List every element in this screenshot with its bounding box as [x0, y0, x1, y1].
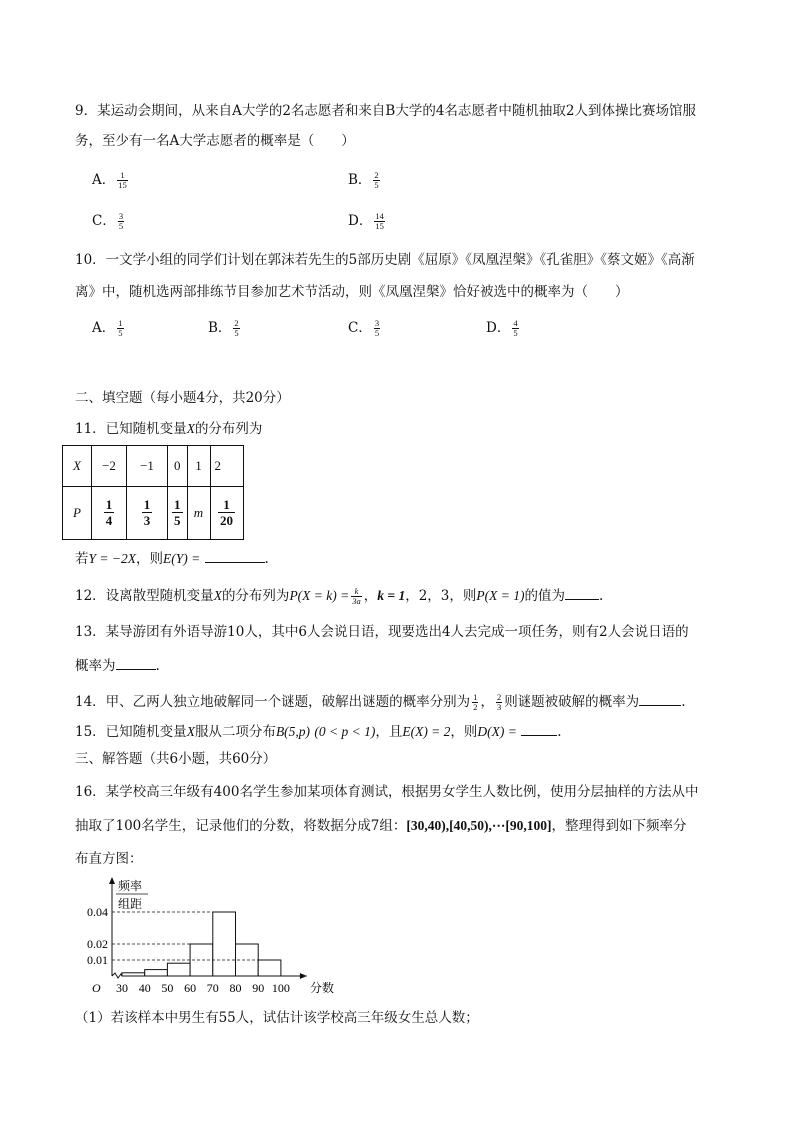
option-label: A． — [92, 320, 116, 336]
histogram-bar — [258, 960, 281, 976]
histogram-bar — [122, 973, 145, 976]
table-cell: $\frac{1}{5}$ — [168, 487, 188, 540]
q13-line1: 13．某导游团有外语导游10人，其中6人会说日语，现要选出4人去完成一项任务，则有2人会说日语的 — [75, 624, 689, 640]
q15-line: 15．已知随机变量X服从二项分布B(5,p) (0 < p < 1)，且E(X) = 2，则D(X) = . — [75, 724, 562, 740]
fraction: $\frac{1}{2}$ — [473, 692, 478, 712]
q10-option-c[interactable] — [348, 319, 382, 338]
x-tick-label: 60 — [184, 981, 197, 995]
q10-line1: 10．一文学小组的同学们计划在郭沫若先生的5部历史剧《屈原》《凤凰涅槃》《孔雀胆》《蔡文姬》《高渐 — [75, 252, 695, 268]
option-label: B． — [348, 172, 372, 188]
table-cell: m — [187, 487, 210, 540]
q9-option-a[interactable] — [92, 171, 130, 190]
x-tick-label: 70 — [206, 981, 219, 995]
q10-option-d[interactable] — [486, 319, 521, 338]
x-tick-label: 90 — [252, 981, 265, 995]
option-label: D． — [486, 320, 511, 336]
table-cell: −1 — [127, 446, 168, 487]
option-fraction: $\frac{2}{5}$ — [374, 170, 379, 190]
q10-option-a[interactable] — [92, 319, 126, 338]
option-fraction: $\frac{1}{5}$ — [118, 318, 123, 338]
x-tick-label: 30 — [116, 981, 128, 995]
option-label: B． — [208, 320, 232, 336]
option-label: C． — [92, 213, 116, 229]
x-tick-label: 50 — [161, 981, 174, 995]
q10-line2: 离》中，随机选两部排练节目参加艺术节活动，则《凤凰涅槃》恰好被选中的概率为（ ） — [75, 284, 629, 300]
answer-blank[interactable] — [205, 549, 265, 563]
option-label: A． — [92, 172, 116, 188]
table-cell: 1 — [187, 446, 210, 487]
histogram-bar — [167, 963, 190, 976]
histogram-bar — [213, 912, 236, 976]
fraction: $\frac{k}{3a}$ — [352, 586, 361, 606]
q16-line1: 16．某学校高三年级有400名学生参加某项体育测试，根据男女学生人数比例，使用分层抽样的方法从中 — [75, 784, 699, 800]
table-cell: 0 — [168, 446, 188, 487]
table-cell: 2 — [210, 446, 243, 487]
table-cell: $\frac{1}{4}$ — [92, 487, 127, 540]
q9-option-c[interactable] — [92, 212, 126, 231]
option-fraction: $\frac{4}{5}$ — [513, 318, 518, 338]
option-fraction: $\frac{3}{5}$ — [374, 318, 380, 338]
section-heading-solutions: 三、解答题（共6小题，共60分） — [75, 751, 277, 767]
x-tick-label: 100 — [271, 981, 290, 995]
fraction: $\frac{2}{3}$ — [496, 692, 502, 712]
y-axis-arrow — [109, 877, 115, 884]
x-tick-label: 80 — [229, 981, 242, 995]
q9-option-d[interactable] — [348, 212, 387, 231]
x-axis-label: 分数 — [310, 981, 335, 995]
distribution-table — [62, 445, 244, 540]
q11-intro: 11．已知随机变量X的分布列为 — [75, 421, 263, 437]
q9-line2: 务，至少有一名A大学志愿者的概率是（ ） — [75, 133, 355, 149]
q16-line3: 布直方图： — [75, 851, 143, 867]
y-tick-label: 0.04 — [87, 905, 108, 919]
axis-break — [112, 973, 122, 978]
table-cell: $\frac{1}{20}$ — [210, 487, 243, 540]
answer-blank[interactable] — [521, 722, 557, 736]
q16-line2: 抽取了100名学生，记录他们的分数，将数据分成7组：[30,40),[40,50),⋯[90,100]，整理得到如下频率分 — [75, 818, 687, 834]
answer-blank[interactable] — [639, 692, 681, 706]
option-label: D． — [348, 213, 373, 229]
q11-question: 若Y = −2X，则E(Y) = . — [75, 551, 269, 567]
answer-blank[interactable] — [116, 656, 156, 670]
histogram-bar — [145, 970, 168, 976]
table-cell: X — [63, 446, 92, 487]
q10-option-b[interactable] — [208, 319, 242, 338]
origin-label: O — [92, 981, 101, 995]
x-tick-label: 40 — [138, 981, 151, 995]
section-heading-fill-in: 二、填空题（每小题4分，共20分） — [75, 390, 290, 406]
frequency-histogram — [70, 872, 360, 1002]
option-fraction: $\frac{3}{5}$ — [118, 211, 124, 231]
q9-line1: 9．某运动会期间，从来自A大学的2名志愿者和来自B大学的4名志愿者中随机抽取2人到体操比赛场馆服 — [75, 103, 697, 119]
answer-blank[interactable] — [565, 586, 599, 600]
q14-line: 14．甲、乙两人独立地破解同一个谜题，破解出谜题的概率分别为 $\frac{1}{2}$ ， $\frac{2}{3}$ 则谜题被破解的概率为 . — [75, 692, 686, 712]
option-fraction: $\frac{2}{5}$ — [234, 318, 239, 338]
q16-sub1: （1）若该样本中男生有55人，试估计该学校高三年级女生总人数； — [75, 1010, 479, 1026]
table-cell: −2 — [92, 446, 127, 487]
option-label: C． — [348, 320, 372, 336]
y-tick-label: 0.02 — [87, 937, 108, 951]
q12-line: 12．设离散型随机变量X的分布列为P(X = k) = $\frac{k}{3a}$ ，k = 1，2，3，则P(X = 1)的值为 . — [75, 586, 604, 606]
y-tick-label: 0.01 — [87, 953, 108, 967]
y-axis-label-bottom: 组距 — [118, 897, 143, 911]
x-axis-arrow — [300, 973, 307, 979]
y-axis-label-top: 频率 — [118, 879, 143, 893]
table-cell: P — [63, 487, 92, 540]
option-fraction: $\frac{14}{15}$ — [375, 211, 384, 231]
q13-line2: 概率为 . — [75, 658, 160, 674]
option-fraction: $\frac{1}{15}$ — [118, 170, 127, 190]
q9-option-b[interactable] — [348, 171, 382, 190]
table-cell: $\frac{1}{3}$ — [127, 487, 168, 540]
